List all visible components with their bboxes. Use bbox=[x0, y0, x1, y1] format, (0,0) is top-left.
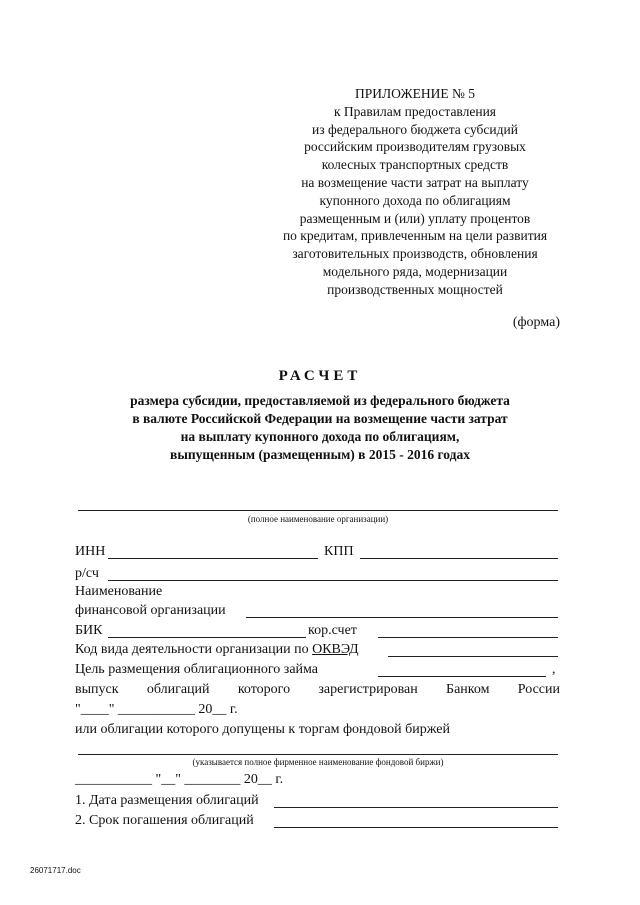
appendix-line: по кредитам, привлеченным на цели развития bbox=[282, 228, 548, 244]
appendix-header bbox=[230, 85, 600, 299]
document-subtitle bbox=[60, 392, 580, 464]
kpp-field[interactable] bbox=[360, 558, 558, 559]
activity-code-field[interactable] bbox=[388, 656, 558, 657]
placement-date-field[interactable] bbox=[274, 807, 558, 808]
appendix-line: колесных транспортных средств bbox=[321, 157, 509, 173]
appendix-line: ПРИЛОЖЕНИЕ № 5 bbox=[354, 86, 476, 101]
exchange-caption: (указывается полное фирменное наименование фондовой биржи) bbox=[192, 757, 444, 767]
exchange-label: или облигации которого допущены к торгам фондовой биржей bbox=[75, 722, 450, 737]
org-name-caption: (полное наименование организации) bbox=[247, 514, 389, 524]
appendix-line: российским производителям грузовых bbox=[304, 139, 526, 155]
activity-code-text: Код вида деятельности организации по bbox=[75, 642, 309, 657]
issue-word: облигаций bbox=[146, 682, 210, 697]
issue-word: России bbox=[517, 682, 560, 697]
appendix-line: заготовительных производств, обновления bbox=[292, 246, 538, 262]
item2-label: 2. Срок погашения облигаций bbox=[75, 813, 254, 828]
account-label: р/сч bbox=[75, 566, 99, 581]
subtitle-line: размера субсидии, предоставляемой из федерального бюджета bbox=[130, 393, 510, 408]
fin-org-label: Наименование bbox=[75, 584, 163, 599]
item1-label: 1. Дата размещения облигаций bbox=[75, 793, 259, 808]
org-name-field[interactable] bbox=[78, 510, 558, 511]
purpose-field[interactable] bbox=[378, 676, 546, 677]
bik-label: БИК bbox=[75, 623, 103, 638]
issue-word: выпуск bbox=[75, 682, 119, 697]
corr-account-field[interactable] bbox=[378, 637, 558, 638]
file-name: 26071717.doc bbox=[30, 866, 81, 875]
appendix-line: производственных мощностей bbox=[327, 281, 503, 297]
appendix-line: к Правилам предоставления bbox=[333, 103, 497, 119]
appendix-line: купонного дохода по облигациям bbox=[319, 192, 511, 208]
bik-field[interactable] bbox=[108, 637, 306, 638]
maturity-field[interactable] bbox=[274, 827, 558, 828]
appendix-line: модельного ряда, модернизации bbox=[322, 263, 508, 279]
issue-word: зарегистрирован bbox=[318, 682, 418, 697]
corr-account-label: кор.счет bbox=[308, 623, 357, 638]
form-note: (форма) bbox=[512, 315, 560, 330]
inn-field[interactable] bbox=[108, 558, 318, 559]
appendix-line: размещенным и (или) уплату процентов bbox=[299, 210, 531, 226]
exchange-date-field[interactable]: ___________ "__" ________ 20__ г. bbox=[75, 772, 284, 787]
document-title: РАСЧЕТ bbox=[278, 368, 362, 384]
issue-word: которого bbox=[237, 682, 291, 697]
subtitle-line: на выплату купонного дохода по облигациям, bbox=[180, 429, 460, 444]
subtitle-line: в валюте Российской Федерации на возмещение части затрат bbox=[132, 411, 508, 426]
issue-word: Банком bbox=[446, 682, 490, 697]
fin-org-field[interactable] bbox=[246, 617, 558, 618]
purpose-label: Цель размещения облигационного займа bbox=[75, 662, 319, 677]
appendix-line: из федерального бюджета субсидий bbox=[312, 121, 518, 137]
inn-label: ИНН bbox=[75, 544, 106, 559]
purpose-comma: , bbox=[552, 662, 556, 677]
activity-code-label bbox=[75, 642, 359, 658]
fin-org-label-2: финансовой организации bbox=[75, 603, 226, 618]
registration-date-field[interactable]: "____" ___________ 20__ г. bbox=[75, 702, 238, 717]
account-field[interactable] bbox=[108, 580, 558, 581]
issue-registration-line bbox=[75, 682, 560, 698]
exchange-name-field[interactable] bbox=[78, 754, 558, 755]
appendix-line: на возмещение части затрат на выплату bbox=[301, 174, 529, 190]
subtitle-line: выпущенным (размещенным) в 2015 - 2016 годах bbox=[170, 447, 470, 462]
okved-link[interactable]: ОКВЭД bbox=[312, 642, 359, 657]
kpp-label: КПП bbox=[324, 544, 354, 559]
